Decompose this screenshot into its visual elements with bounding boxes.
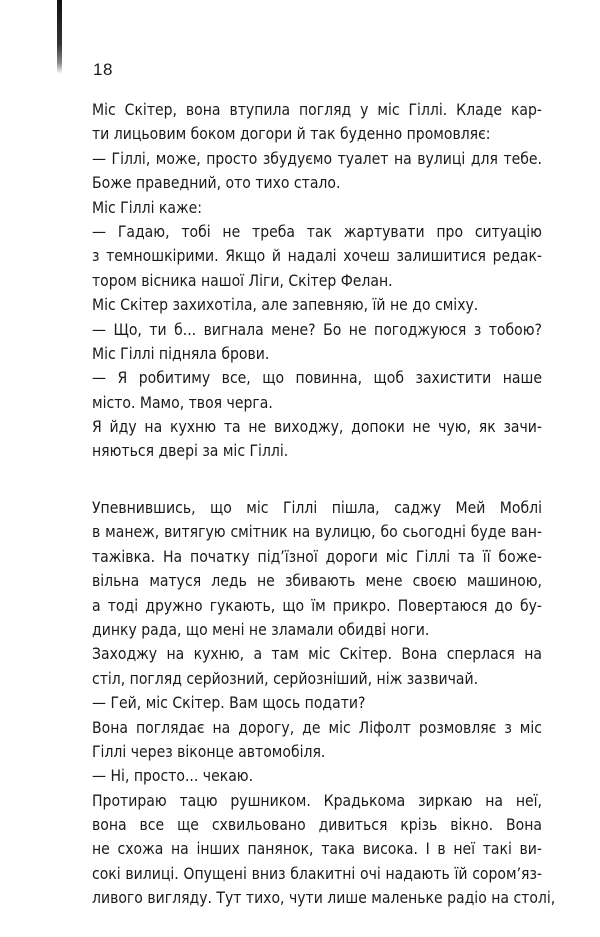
text-line: сокі вилиці. Опущені вниз блакитні очі надають їй сором’яз- <box>92 864 542 883</box>
text-line: місто. Мамо, твоя черга. <box>92 393 273 412</box>
text-line: не схожа на інших панянок, така висока. І в неї такі ви- <box>92 840 542 859</box>
text-line: тором вісника нашої Ліги, Скітер Фелан. <box>92 271 393 290</box>
text-line: стіл, погляд серйозний, серйозніший, ніж зазвичай. <box>92 669 479 688</box>
text-line: Гіллі через віконце автомобіля. <box>92 742 326 761</box>
text-line: Міс Скітер захихотіла, але запевняю, їй не до сміху. <box>92 296 479 315</box>
text-line: з темношкірими. Якщо й надалі хочеш залишитися редак- <box>92 247 542 266</box>
text-line: Упевнившись, що міс Гіллі пішла, саджу Мей Моблі <box>92 499 542 517</box>
text-line: Протираю тацю рушником. Крадькома зиркаю на неї, <box>92 791 542 810</box>
text-line: вільна матуся ледь не збивають мене своєю машиною, <box>92 572 542 591</box>
text-line: Заходжу на кухню, а там міс Скітер. Вона сперлася на <box>92 645 542 664</box>
text-line: — Я робитиму все, що повинна, щоб захистити наше <box>92 369 542 388</box>
text-line: — Гіллі, може, просто збудуємо туалет на вулиці для тебе. <box>92 149 542 168</box>
text-line: тажівка. На початку під’їзної дороги міс Гіллі та її боже- <box>92 547 542 566</box>
text-line: ти лицьовим боком догори й так буденно промовляє: <box>92 125 491 144</box>
text-line: в манеж, витягую смітник на вулицю, бо сьогодні буде ван- <box>92 523 542 542</box>
text-line: вона все ще схвильовано дивиться крізь вікно. Вона <box>92 816 542 835</box>
text-line: Міс Гіллі каже: <box>92 198 202 217</box>
text-section-2 <box>92 496 556 911</box>
text-line: Я йду на кухню та не виходжу, допоки не чую, як зачи- <box>92 418 542 437</box>
text-line: Міс Скітер, вона втупила погляд у міс Гіллі. Кладе кар- <box>92 101 542 119</box>
text-line: — Гей, міс Скітер. Вам щось подати? <box>92 694 366 713</box>
text-line: а тоді дружно гукають, що їм прикро. Повертаюся до бу- <box>92 596 542 615</box>
text-line: — Що, ти б... вигнала мене? Бо не погоджуюся з тобою? <box>92 320 542 339</box>
text-line: Міс Гіллі підняла брови. <box>92 344 270 363</box>
text-line: Боже праведний, ото тихо стало. <box>92 174 341 193</box>
page-edge-mark <box>57 0 62 74</box>
text-line: ливого вигляду. Тут тихо, чути лише маленьке радіо на столі, <box>92 889 556 908</box>
text-line: Вона поглядає на дорогу, де міс Ліфолт розмовляє з міс <box>92 718 542 737</box>
text-line: динку рада, що мені не зламали обидві ноги. <box>92 620 430 639</box>
text-line: няються двері за міс Гіллі. <box>92 442 289 461</box>
text-section-1 <box>92 98 542 464</box>
text-line: — Гадаю, тобі не треба так жартувати про ситуацію <box>92 222 542 241</box>
page-number: 18 <box>93 60 113 79</box>
text-line: — Ні, просто... чекаю. <box>92 767 254 786</box>
